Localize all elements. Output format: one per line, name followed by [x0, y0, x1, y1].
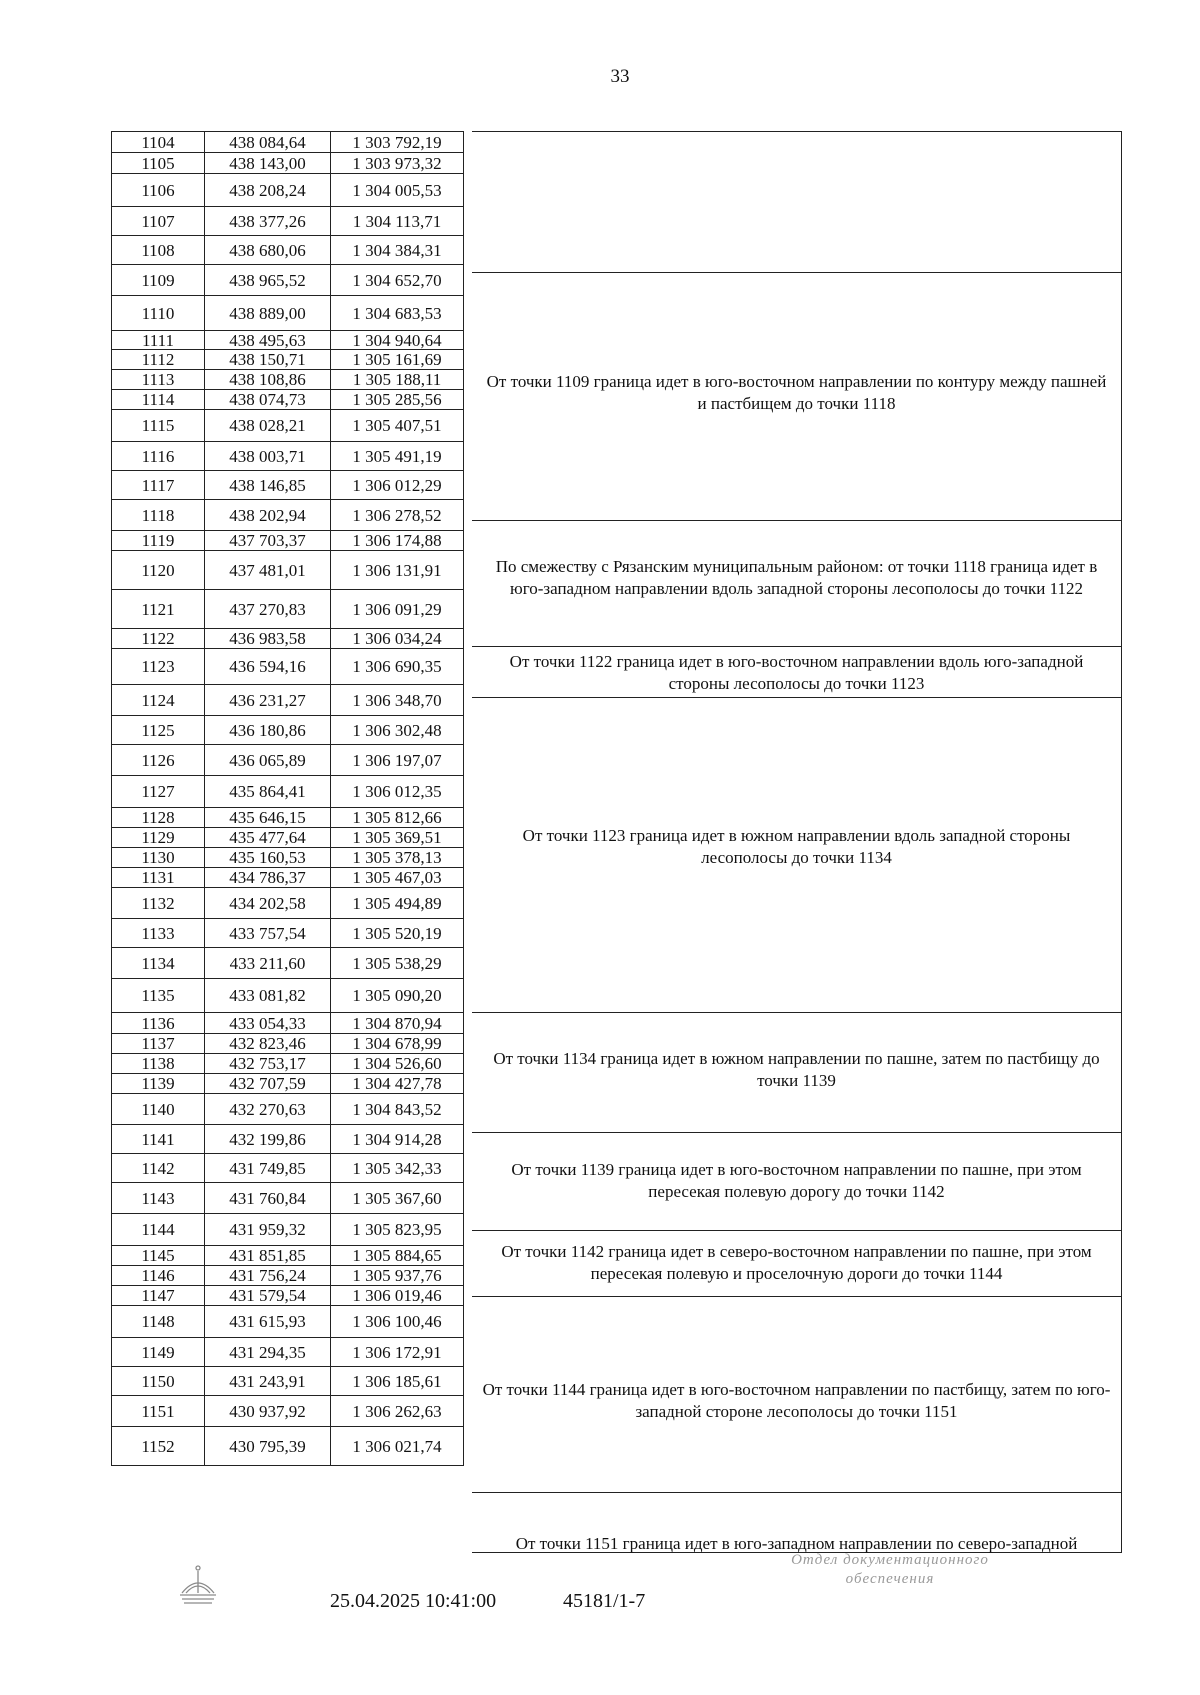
- table-row: [112, 531, 464, 551]
- table-row: [112, 207, 464, 236]
- y-coordinate: 1 306 197,07: [331, 745, 464, 776]
- y-coordinate: 1 306 012,35: [331, 776, 464, 808]
- point-number: 1109: [112, 265, 205, 296]
- x-coordinate: 438 208,24: [205, 174, 331, 207]
- x-coordinate: 438 150,71: [205, 350, 331, 370]
- x-coordinate: 438 377,26: [205, 207, 331, 236]
- table-row: [112, 1074, 464, 1094]
- x-coordinate: 438 202,94: [205, 500, 331, 531]
- description-cell: [472, 1132, 1121, 1231]
- table-row: [112, 1246, 464, 1266]
- x-coordinate: 430 795,39: [205, 1427, 331, 1466]
- point-number: 1117: [112, 471, 205, 500]
- point-number: 1140: [112, 1094, 205, 1125]
- y-coordinate: 1 306 690,35: [331, 649, 464, 685]
- description-text: По смежеству с Рязанским муниципальным районом: от точки 1118 граница идет в юго-западном направлении вдоль западной стороны лесополосы до точки 1122: [495, 557, 1098, 599]
- y-coordinate: 1 304 384,31: [331, 236, 464, 265]
- table-row: [112, 745, 464, 776]
- table-row: [112, 500, 464, 531]
- point-number: 1121: [112, 590, 205, 629]
- table-row: [112, 153, 464, 174]
- x-coordinate: 437 703,37: [205, 531, 331, 551]
- x-coordinate: 438 965,52: [205, 265, 331, 296]
- y-coordinate: 1 305 520,19: [331, 919, 464, 948]
- y-coordinate: 1 305 823,95: [331, 1214, 464, 1246]
- point-number: 1146: [112, 1266, 205, 1286]
- x-coordinate: 432 823,46: [205, 1034, 331, 1054]
- x-coordinate: 438 146,85: [205, 471, 331, 500]
- description-text: От точки 1123 граница идет в южном направлении вдоль западной стороны лесополосы до точки 1134: [522, 826, 1071, 868]
- table-row: [112, 1054, 464, 1074]
- y-coordinate: 1 305 378,13: [331, 848, 464, 868]
- y-coordinate: 1 304 843,52: [331, 1094, 464, 1125]
- footer-datetime: 25.04.2025 10:41:00: [330, 1590, 497, 1612]
- x-coordinate: 435 477,64: [205, 828, 331, 848]
- table-row: [112, 132, 464, 153]
- point-number: 1118: [112, 500, 205, 531]
- footer-doc-number: 45181/1-7: [563, 1590, 646, 1612]
- x-coordinate: 431 579,54: [205, 1286, 331, 1306]
- table-row: [112, 629, 464, 649]
- y-coordinate: 1 304 526,60: [331, 1054, 464, 1074]
- point-number: 1122: [112, 629, 205, 649]
- table-row: [112, 174, 464, 207]
- x-coordinate: 437 270,83: [205, 590, 331, 629]
- table-row: [112, 828, 464, 848]
- point-number: 1144: [112, 1214, 205, 1246]
- table-row: [112, 236, 464, 265]
- description-text: От точки 1122 граница идет в юго-восточном направлении вдоль юго-западной стороны лесополосы до точки 1123: [509, 652, 1084, 694]
- y-coordinate: 1 304 870,94: [331, 1013, 464, 1034]
- table-row: [112, 1306, 464, 1338]
- table-row: [112, 685, 464, 716]
- table-row: [112, 1034, 464, 1054]
- point-number: 1134: [112, 948, 205, 979]
- point-number: 1116: [112, 442, 205, 471]
- y-coordinate: 1 305 937,76: [331, 1266, 464, 1286]
- coordinates-table: [111, 131, 464, 1466]
- y-coordinate: 1 304 005,53: [331, 174, 464, 207]
- table-row: [112, 848, 464, 868]
- point-number: 1145: [112, 1246, 205, 1266]
- table-row: [112, 1396, 464, 1427]
- emblem-icon: [176, 1563, 220, 1607]
- description-cell: [472, 1012, 1121, 1133]
- y-coordinate: 1 304 683,53: [331, 296, 464, 331]
- point-number: 1136: [112, 1013, 205, 1034]
- point-number: 1131: [112, 868, 205, 888]
- x-coordinate: 433 081,82: [205, 979, 331, 1013]
- table-row: [112, 265, 464, 296]
- x-coordinate: 435 646,15: [205, 808, 331, 828]
- point-number: 1111: [112, 331, 205, 350]
- table-row: [112, 1013, 464, 1034]
- point-number: 1108: [112, 236, 205, 265]
- description-cell: [472, 272, 1121, 521]
- x-coordinate: 438 074,73: [205, 390, 331, 410]
- table-row: [112, 370, 464, 390]
- x-coordinate: 432 753,17: [205, 1054, 331, 1074]
- table-row: [112, 1266, 464, 1286]
- table-row: [112, 471, 464, 500]
- table-row: [112, 551, 464, 590]
- description-cell: [472, 1230, 1121, 1297]
- x-coordinate: 434 202,58: [205, 888, 331, 919]
- table-row: [112, 1094, 464, 1125]
- page-number: 33: [610, 66, 630, 87]
- point-number: 1112: [112, 350, 205, 370]
- y-coordinate: 1 306 302,48: [331, 716, 464, 745]
- stamp-line: обеспечения: [845, 1570, 935, 1587]
- x-coordinate: 434 786,37: [205, 868, 331, 888]
- description-cell: [472, 1296, 1121, 1493]
- description-text: От точки 1142 граница идет в северо-восточном направлении по пашне, при этом пересекая полевую и проселочную дороги до точки 1144: [501, 1242, 1092, 1284]
- table-row: [112, 1154, 464, 1183]
- point-number: 1150: [112, 1367, 205, 1396]
- point-number: 1130: [112, 848, 205, 868]
- table-row: [112, 331, 464, 350]
- description-cell: [472, 646, 1121, 698]
- x-coordinate: 438 889,00: [205, 296, 331, 331]
- x-coordinate: 431 243,91: [205, 1367, 331, 1396]
- y-coordinate: 1 304 678,99: [331, 1034, 464, 1054]
- point-number: 1110: [112, 296, 205, 331]
- x-coordinate: 431 760,84: [205, 1183, 331, 1214]
- description-text: От точки 1144 граница идет в юго-восточном направлении по пастбищу, затем по юго-западной стороне лесополосы до точки 1151: [482, 1380, 1111, 1422]
- y-coordinate: 1 306 131,91: [331, 551, 464, 590]
- description-cell: [472, 697, 1121, 1013]
- y-coordinate: 1 306 012,29: [331, 471, 464, 500]
- y-coordinate: 1 306 019,46: [331, 1286, 464, 1306]
- table-row: [112, 390, 464, 410]
- x-coordinate: 435 160,53: [205, 848, 331, 868]
- x-coordinate: 435 864,41: [205, 776, 331, 808]
- y-coordinate: 1 304 940,64: [331, 331, 464, 350]
- point-number: 1139: [112, 1074, 205, 1094]
- point-number: 1137: [112, 1034, 205, 1054]
- y-coordinate: 1 304 427,78: [331, 1074, 464, 1094]
- description-cell: [472, 520, 1121, 647]
- y-coordinate: 1 305 491,19: [331, 442, 464, 471]
- point-number: 1125: [112, 716, 205, 745]
- table-row: [112, 948, 464, 979]
- point-number: 1124: [112, 685, 205, 716]
- y-coordinate: 1 305 188,11: [331, 370, 464, 390]
- description-cell: [472, 132, 1121, 272]
- point-number: 1142: [112, 1154, 205, 1183]
- y-coordinate: 1 305 342,33: [331, 1154, 464, 1183]
- point-number: 1141: [112, 1125, 205, 1154]
- y-coordinate: 1 306 034,24: [331, 629, 464, 649]
- point-number: 1106: [112, 174, 205, 207]
- y-coordinate: 1 306 185,61: [331, 1367, 464, 1396]
- x-coordinate: 438 003,71: [205, 442, 331, 471]
- point-number: 1104: [112, 132, 205, 153]
- y-coordinate: 1 303 973,32: [331, 153, 464, 174]
- x-coordinate: 436 231,27: [205, 685, 331, 716]
- table-row: [112, 590, 464, 629]
- table-row: [112, 649, 464, 685]
- table-row: [112, 1183, 464, 1214]
- x-coordinate: 432 199,86: [205, 1125, 331, 1154]
- y-coordinate: 1 305 090,20: [331, 979, 464, 1013]
- y-coordinate: 1 306 091,29: [331, 590, 464, 629]
- point-number: 1123: [112, 649, 205, 685]
- x-coordinate: 438 495,63: [205, 331, 331, 350]
- table-row: [112, 808, 464, 828]
- y-coordinate: 1 306 172,91: [331, 1338, 464, 1367]
- y-coordinate: 1 305 812,66: [331, 808, 464, 828]
- point-number: 1127: [112, 776, 205, 808]
- x-coordinate: 436 065,89: [205, 745, 331, 776]
- y-coordinate: 1 306 348,70: [331, 685, 464, 716]
- y-coordinate: 1 305 367,60: [331, 1183, 464, 1214]
- x-coordinate: 436 594,16: [205, 649, 331, 685]
- description-cell: [472, 1492, 1121, 1555]
- y-coordinate: 1 305 467,03: [331, 868, 464, 888]
- x-coordinate: 438 680,06: [205, 236, 331, 265]
- point-number: 1113: [112, 370, 205, 390]
- y-coordinate: 1 305 285,56: [331, 390, 464, 410]
- table-row: [112, 350, 464, 370]
- y-coordinate: 1 305 407,51: [331, 410, 464, 442]
- y-coordinate: 1 304 113,71: [331, 207, 464, 236]
- table-row: [112, 1125, 464, 1154]
- x-coordinate: 431 615,93: [205, 1306, 331, 1338]
- x-coordinate: 438 108,86: [205, 370, 331, 390]
- y-coordinate: 1 306 262,63: [331, 1396, 464, 1427]
- table-row: [112, 1286, 464, 1306]
- table-row: [112, 776, 464, 808]
- point-number: 1151: [112, 1396, 205, 1427]
- point-number: 1152: [112, 1427, 205, 1466]
- table-row: [112, 1214, 464, 1246]
- point-number: 1147: [112, 1286, 205, 1306]
- table-row: [112, 1427, 464, 1466]
- x-coordinate: 432 270,63: [205, 1094, 331, 1125]
- table-row: [112, 1338, 464, 1367]
- x-coordinate: 431 756,24: [205, 1266, 331, 1286]
- x-coordinate: 438 143,00: [205, 153, 331, 174]
- description-column: [472, 131, 1122, 1553]
- y-coordinate: 1 306 278,52: [331, 500, 464, 531]
- point-number: 1114: [112, 390, 205, 410]
- point-number: 1128: [112, 808, 205, 828]
- y-coordinate: 1 306 021,74: [331, 1427, 464, 1466]
- x-coordinate: 433 757,54: [205, 919, 331, 948]
- point-number: 1148: [112, 1306, 205, 1338]
- x-coordinate: 436 983,58: [205, 629, 331, 649]
- stamp-line: Отдел документационного: [791, 1552, 989, 1568]
- y-coordinate: 1 305 161,69: [331, 350, 464, 370]
- x-coordinate: 431 749,85: [205, 1154, 331, 1183]
- description-text: От точки 1134 граница идет в южном направлении по пашне, затем по пастбищу до точки 1139: [493, 1049, 1100, 1091]
- point-number: 1138: [112, 1054, 205, 1074]
- x-coordinate: 432 707,59: [205, 1074, 331, 1094]
- y-coordinate: 1 303 792,19: [331, 132, 464, 153]
- point-number: 1115: [112, 410, 205, 442]
- point-number: 1132: [112, 888, 205, 919]
- x-coordinate: 438 028,21: [205, 410, 331, 442]
- table-row: [112, 919, 464, 948]
- description-text: От точки 1151 граница идет в юго-западном направлении по северо-западной: [515, 1534, 1078, 1553]
- y-coordinate: 1 305 494,89: [331, 888, 464, 919]
- y-coordinate: 1 304 914,28: [331, 1125, 464, 1154]
- x-coordinate: 433 054,33: [205, 1013, 331, 1034]
- point-number: 1143: [112, 1183, 205, 1214]
- x-coordinate: 437 481,01: [205, 551, 331, 590]
- x-coordinate: 438 084,64: [205, 132, 331, 153]
- table-row: [112, 716, 464, 745]
- x-coordinate: 431 294,35: [205, 1338, 331, 1367]
- y-coordinate: 1 305 538,29: [331, 948, 464, 979]
- table-row: [112, 410, 464, 442]
- point-number: 1149: [112, 1338, 205, 1367]
- x-coordinate: 433 211,60: [205, 948, 331, 979]
- point-number: 1129: [112, 828, 205, 848]
- point-number: 1107: [112, 207, 205, 236]
- y-coordinate: 1 306 100,46: [331, 1306, 464, 1338]
- y-coordinate: 1 306 174,88: [331, 531, 464, 551]
- x-coordinate: 430 937,92: [205, 1396, 331, 1427]
- table-row: [112, 868, 464, 888]
- point-number: 1119: [112, 531, 205, 551]
- table-row: [112, 888, 464, 919]
- y-coordinate: 1 305 369,51: [331, 828, 464, 848]
- table-row: [112, 979, 464, 1013]
- point-number: 1135: [112, 979, 205, 1013]
- description-text: От точки 1109 граница идет в юго-восточном направлении по контуру между пашней и пастбищем до точки 1118: [486, 372, 1107, 414]
- description-text: От точки 1139 граница идет в юго-восточном направлении по пашне, при этом пересекая полевую дорогу до точки 1142: [511, 1160, 1082, 1202]
- table-row: [112, 442, 464, 471]
- point-number: 1133: [112, 919, 205, 948]
- x-coordinate: 436 180,86: [205, 716, 331, 745]
- y-coordinate: 1 304 652,70: [331, 265, 464, 296]
- x-coordinate: 431 851,85: [205, 1246, 331, 1266]
- table-row: [112, 1367, 464, 1396]
- y-coordinate: 1 305 884,65: [331, 1246, 464, 1266]
- point-number: 1120: [112, 551, 205, 590]
- point-number: 1126: [112, 745, 205, 776]
- point-number: 1105: [112, 153, 205, 174]
- department-stamp: [745, 1551, 1035, 1589]
- x-coordinate: 431 959,32: [205, 1214, 331, 1246]
- table-row: [112, 296, 464, 331]
